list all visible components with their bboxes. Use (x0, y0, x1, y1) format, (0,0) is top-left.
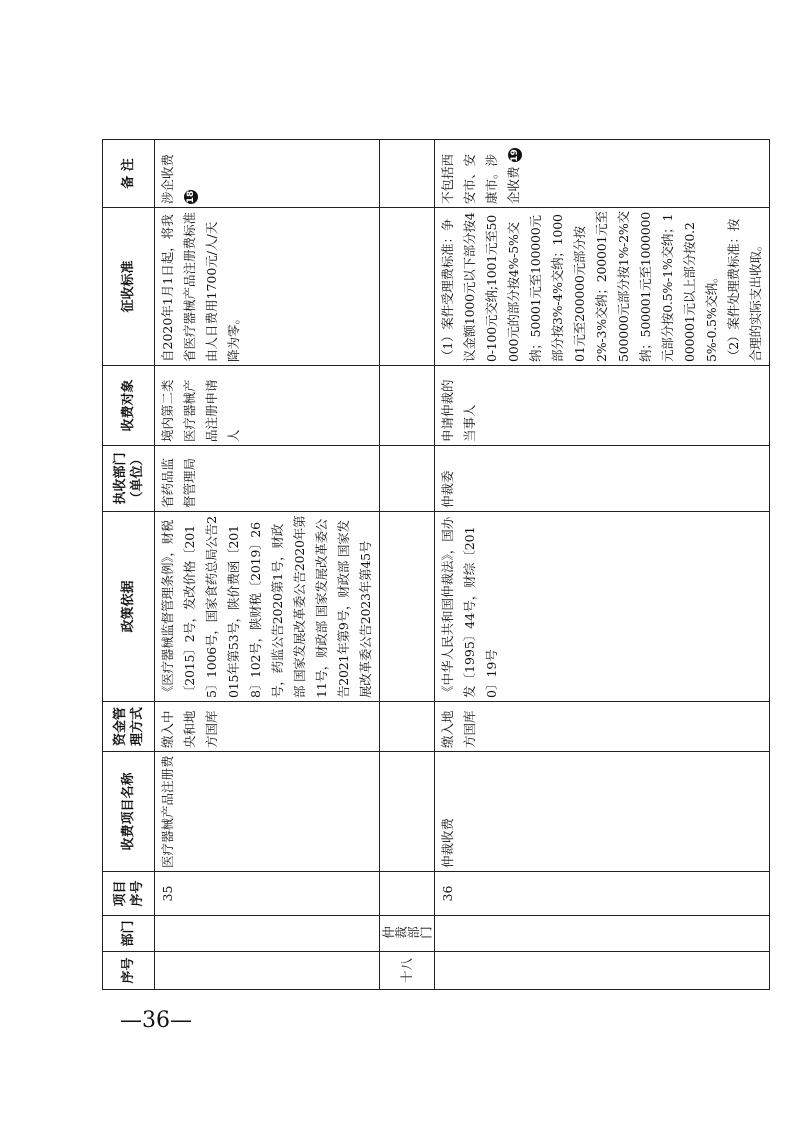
section-dept (380, 916, 435, 952)
empty-cell (380, 752, 435, 872)
cell-seq (155, 952, 380, 990)
cell-target: 申请仲裁的当事人 (435, 366, 770, 446)
section-seq: 十八 (380, 952, 435, 990)
header-item-seq: 项目序号 (103, 872, 155, 916)
cell-fund-mgmt: 缴入地方国库 (435, 702, 770, 752)
cell-policy: 《医疗器械监督管理条例》，财税〔2015〕2号，发改价格〔2015〕1006号，国家食药总局公告2015年第53号，陕价费函〔2018〕102号，陕财税〔2019〕26号，药监公告2020第1号，财政部 国家发展改革委公告2020年第11号，财政部 国家发展改革委公告2021年第9号，财政部 国家发展改革委公告2023年第45号 (155, 512, 380, 702)
cell-item-name: 仲裁收费 (435, 752, 770, 872)
cell-item-seq: 36 (435, 872, 770, 916)
empty-cell (380, 446, 435, 512)
fee-table-rotated (102, 140, 763, 990)
header-dept: 部门 (103, 916, 155, 952)
header-seq: 序号 (103, 952, 155, 990)
cell-target: 境内第二类医疗器械产品注册申请人 (155, 366, 380, 446)
empty-cell (380, 872, 435, 916)
page-number: —36— (120, 1008, 192, 1033)
remark-text: 涉企收费 (160, 153, 175, 204)
table-header-row (103, 140, 155, 990)
cell-dept (155, 916, 380, 952)
empty-cell (380, 512, 435, 702)
header-collector: 执收部门（单位） (103, 446, 155, 512)
table-row (155, 140, 380, 990)
cell-policy: 《中华人民共和国仲裁法》，国办发〔1995〕44号，财综〔2010〕19号 (435, 512, 770, 702)
header-remarks: 备 注 (103, 140, 155, 208)
footnote-badge: 19 (509, 149, 520, 162)
cell-remarks (435, 140, 770, 208)
cell-seq (435, 952, 770, 990)
cell-fund-mgmt: 缴入中央和地方国库 (155, 702, 380, 752)
section-dept-label: 仲裁部门 (382, 925, 432, 941)
empty-cell (380, 140, 435, 208)
footnote-badge: 18 (185, 190, 196, 204)
header-fund-mgmt: 资金管理方式 (103, 702, 155, 752)
cell-item-seq: 35 (155, 872, 380, 916)
empty-cell (380, 366, 435, 446)
cell-collector: 省药品监督管理局 (155, 446, 380, 512)
cell-remarks (155, 140, 380, 208)
header-target: 收费对象 (103, 366, 155, 446)
standard-paragraph-1: （1）案件受理费标准：争议金额1000元以下部分按40-100元交纳;1001元至50000元的部分按4%-5%交纳；50001元至100000元部分按3%-4%交纳；100001元至200000元部分按2%-3%交纳；200001元至500000元部分按1%-2%交纳；500001元至1000000元部分按0.5%-1%交纳；1000001元以上部分按0.25%-0.5%交纳。 (440, 211, 719, 362)
empty-cell (380, 208, 435, 366)
remark-text: 不包括西安市、安康市。涉企收费 (440, 153, 521, 204)
cell-dept (435, 916, 770, 952)
table-row (435, 140, 770, 990)
cell-collector: 仲裁委 (435, 446, 770, 512)
header-standard: 征收标准 (103, 208, 155, 366)
cell-standard: 自2020年1月1日起，将我省医疗器械产品注册费标准由人日费用1700元/人/天降为零。 (155, 208, 380, 366)
empty-cell (380, 702, 435, 752)
fee-table (102, 139, 770, 990)
section-row (380, 140, 435, 990)
cell-item-name: 医疗器械产品注册费 (155, 752, 380, 872)
header-policy: 政策依据 (103, 512, 155, 702)
cell-standard (435, 208, 770, 366)
header-item-name: 收费项目名称 (103, 752, 155, 872)
standard-paragraph-2: （2）案件处理费标准：按合理的实际支出收取。 (726, 218, 763, 362)
